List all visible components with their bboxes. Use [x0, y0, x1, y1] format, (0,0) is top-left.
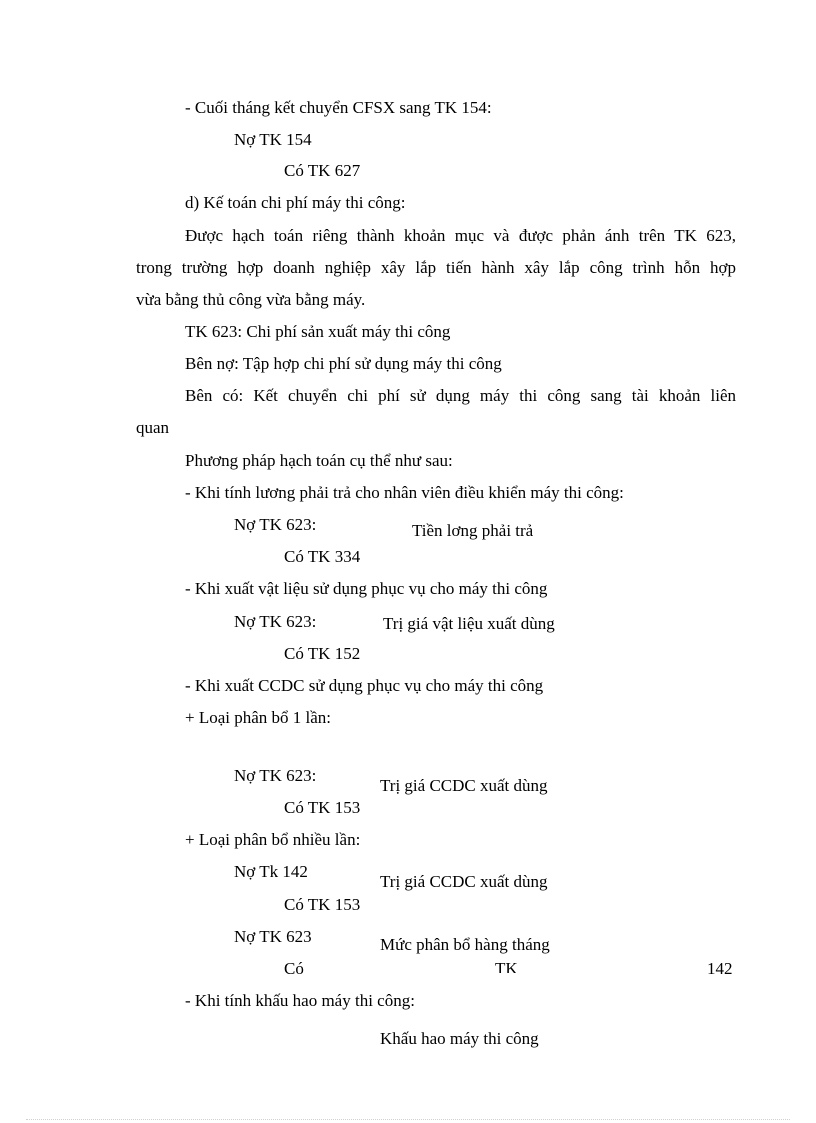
account-definition: TK 623: Chi phí sản xuất máy thi công: [185, 322, 451, 341]
paragraph-line: quan: [136, 418, 170, 437]
text-line: Phương pháp hạch toán cụ thể như sau:: [185, 451, 453, 470]
entry-amount-label: Trị giá vật liệu xuất dùng: [383, 614, 555, 633]
credit-entry: Có TK 627: [284, 161, 361, 180]
credit-side-description: Bên có: Kết chuyển chi phí sử dụng máy thi công sang tài khoản liên: [185, 386, 736, 405]
debit-entry: Nợ TK 154: [234, 130, 312, 149]
text-line: + Loại phân bổ 1 lần:: [185, 708, 332, 727]
debit-entry: Nợ TK 623:: [234, 612, 317, 631]
paragraph-line: trong trường hợp doanh nghiệp xây lắp tiến hành xây lắp công trình hỗn hợp: [136, 258, 736, 277]
entry-amount-label: Tiền lơng phải trả: [412, 521, 534, 540]
text-line: - Khi tính lương phải trả cho nhân viên điều khiển máy thi công:: [185, 483, 624, 502]
section-heading: d) Kế toán chi phí máy thi công:: [185, 193, 406, 212]
entry-amount-label: Mức phân bổ hàng tháng: [380, 935, 550, 954]
text-line: - Khi xuất CCDC sử dụng phục vụ cho máy thi công: [185, 676, 544, 695]
page-bottom-rule: [26, 1119, 790, 1120]
credit-entry-prefix: Có: [284, 959, 304, 978]
credit-entry: Có TK 334: [284, 547, 361, 566]
debit-entry: Nợ Tk 142: [234, 862, 308, 881]
text-line: - Khi xuất vật liệu sử dụng phục vụ cho máy thi công: [185, 579, 548, 598]
credit-entry: Có TK 152: [284, 644, 361, 663]
credit-entry: Có TK 153: [284, 895, 361, 914]
text-line: - Khi tính khấu hao máy thi công:: [185, 991, 415, 1010]
paragraph-line: Được hạch toán riêng thành khoản mục và được phản ánh trên TK 623,: [185, 226, 736, 245]
entry-amount-label: Trị giá CCDC xuất dùng: [380, 776, 548, 795]
debit-entry: Nợ TK 623:: [234, 766, 317, 785]
entry-amount-label: Trị giá CCDC xuất dùng: [380, 872, 548, 891]
debit-side-description: Bên nợ: Tập hợp chi phí sử dụng máy thi công: [185, 354, 502, 373]
entry-amount-label: Khấu hao máy thi công: [380, 1029, 539, 1048]
text-line: - Cuối tháng kết chuyển CFSX sang TK 154:: [185, 98, 492, 117]
credit-entry-number: 142: [707, 959, 733, 978]
debit-entry: Nợ TK 623:: [234, 515, 317, 534]
text-line: + Loại phân bổ nhiều lần:: [185, 830, 361, 849]
credit-entry: Có TK 153: [284, 798, 361, 817]
paragraph-line: vừa bằng thủ công vừa bằng máy.: [136, 290, 366, 309]
debit-entry: Nợ TK 623: [234, 927, 312, 946]
credit-entry-account: TK: [495, 959, 518, 973]
